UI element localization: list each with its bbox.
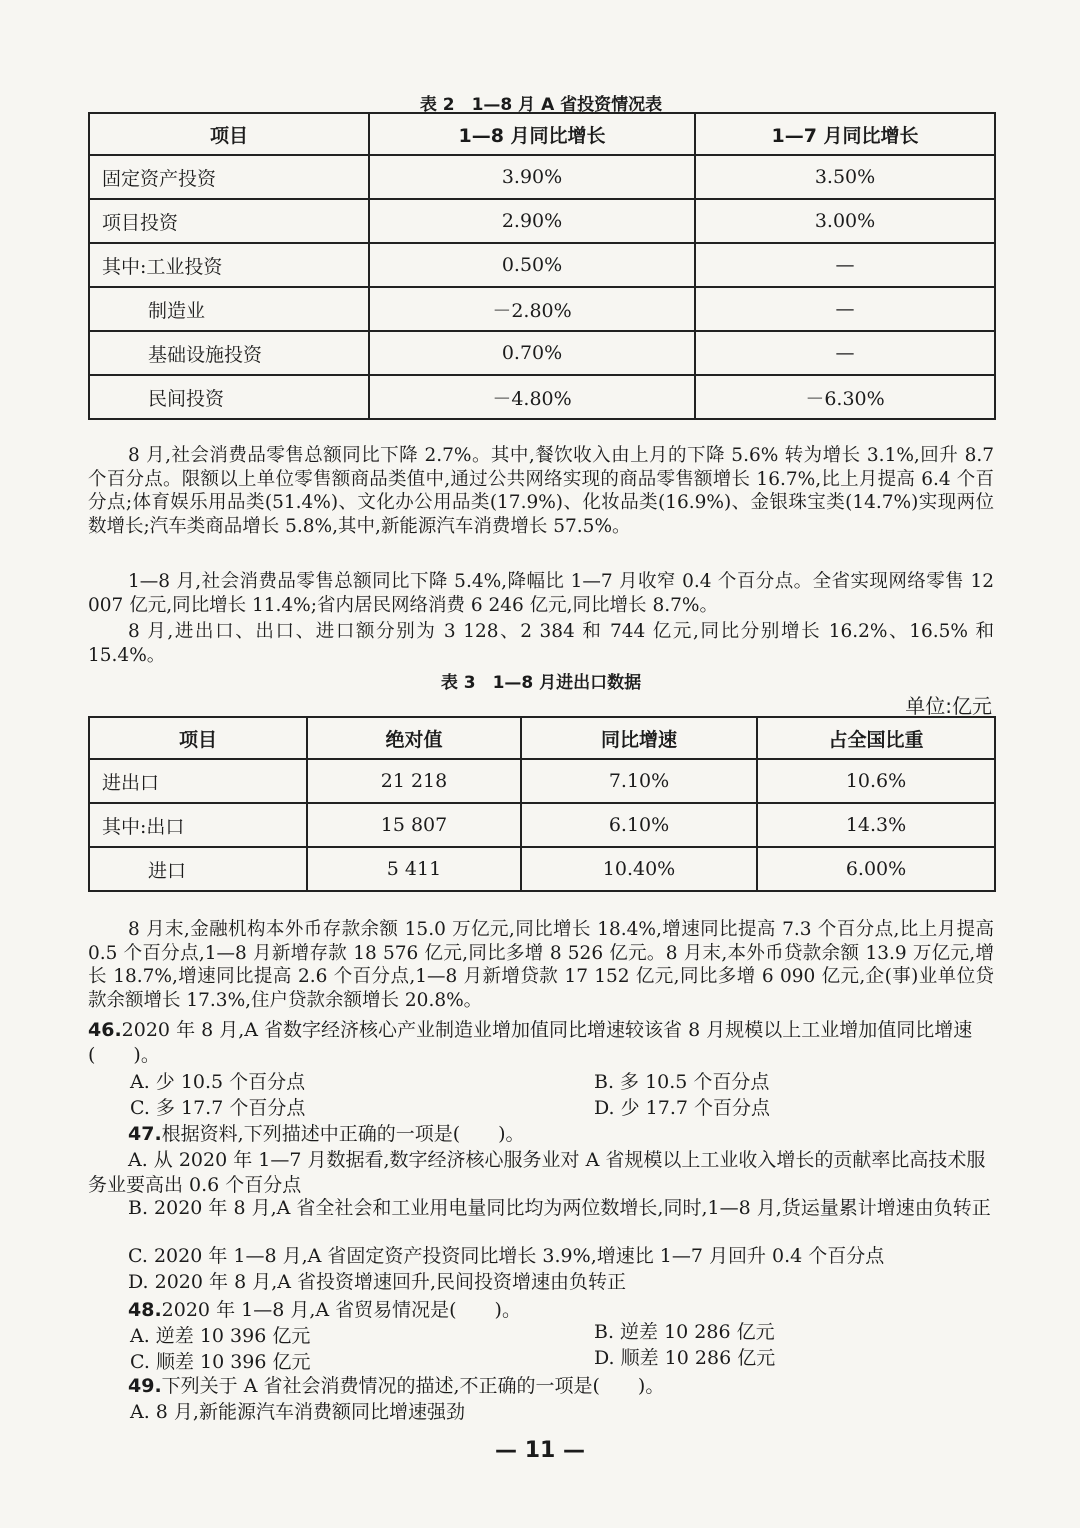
question-stem: 2020 年 1—8 月,A 省贸易情况是( )。 — [161, 1299, 521, 1321]
table2-cell: －2.80% — [369, 287, 695, 331]
table3-cell: 10.40% — [521, 847, 757, 891]
table2-caption: 表 2 1—8 月 A 省投资情况表 — [419, 95, 663, 115]
question-48 — [88, 1298, 994, 1323]
paragraph-trade-august: 8 月,进出口、出口、进口额分别为 3 128、2 384 和 744 亿元,同比分别增长 16.2%、16.5% 和 15.4%。 — [88, 621, 994, 666]
q46-option-b[interactable]: B. 多 10.5 个百分点 — [594, 1071, 770, 1093]
table2-cell: 3.50% — [695, 155, 995, 199]
table3-header: 绝对值 — [307, 717, 521, 759]
question-47 — [88, 1122, 994, 1147]
q49-option-a[interactable]: A. 8 月,新能源汽车消费额同比增速强劲 — [130, 1401, 465, 1423]
table3-header: 项目 — [89, 717, 307, 759]
table-row — [89, 199, 995, 243]
table-row — [89, 287, 995, 331]
question-stem: 下列关于 A 省社会消费情况的描述,不正确的一项是( )。 — [161, 1375, 665, 1397]
table3-cell: 6.00% — [757, 847, 995, 891]
table2-header: 1—7 月同比增长 — [695, 113, 995, 155]
question-49 — [88, 1374, 994, 1399]
table2-header-row — [89, 113, 995, 155]
table2-item: 其中:工业投资 — [89, 243, 369, 287]
table-row — [89, 331, 995, 375]
table-row — [89, 847, 995, 891]
q46-option-d[interactable]: D. 少 17.7 个百分点 — [594, 1097, 771, 1119]
table2-cell: 0.50% — [369, 243, 695, 287]
q46-option-a[interactable]: A. 少 10.5 个百分点 — [130, 1071, 306, 1093]
q47-option-b[interactable]: B. 2020 年 8 月,A 省全社会和工业用电量同比均为两位数增长,同时,1—8 月,货运量累计增速由负转正 — [128, 1197, 991, 1219]
table2-header: 1—8 月同比增长 — [369, 113, 695, 155]
table2-cell: — — [695, 331, 995, 375]
table3-item: 进出口 — [89, 759, 307, 803]
table-row — [89, 155, 995, 199]
table3-cell: 7.10% — [521, 759, 757, 803]
table2-cell: －6.30% — [695, 375, 995, 419]
table3-cell: 6.10% — [521, 803, 757, 847]
table2-cell: 3.90% — [369, 155, 695, 199]
table2 — [88, 112, 996, 420]
paragraph-retail-jan-aug: 1—8 月,社会消费品零售总额同比下降 5.4%,降幅比 1—7 月收窄 0.4 个百分点。全省实现网络零售 12 007 亿元,同比增长 11.4%;省内居民网络消费 6 246 亿元,同比增长 8.7%。 — [88, 571, 994, 616]
table3-unit: 单位:亿元 — [905, 694, 992, 718]
table2-cell: 3.00% — [695, 199, 995, 243]
table2-item: 基础设施投资 — [89, 331, 369, 375]
page-number: — 11 — — [495, 1438, 585, 1463]
q47-option-c[interactable]: C. 2020 年 1—8 月,A 省固定资产投资同比增长 3.9%,增速比 1—7 月回升 0.4 个百分点 — [128, 1245, 885, 1267]
question-number: 48. — [128, 1299, 162, 1321]
q47-option-d[interactable]: D. 2020 年 8 月,A 省投资增速回升,民间投资增速由负转正 — [128, 1271, 627, 1293]
table3-cell: 5 411 — [307, 847, 521, 891]
q48-option-d[interactable]: D. 顺差 10 286 亿元 — [594, 1347, 776, 1369]
q46-option-c[interactable]: C. 多 17.7 个百分点 — [130, 1097, 306, 1119]
table2-cell: －4.80% — [369, 375, 695, 419]
table2-item: 固定资产投资 — [89, 155, 369, 199]
table-row — [89, 243, 995, 287]
table-row — [89, 375, 995, 419]
table-row — [89, 803, 995, 847]
question-stem: 根据资料,下列描述中正确的一项是( )。 — [161, 1123, 525, 1145]
q48-option-a[interactable]: A. 逆差 10 396 亿元 — [130, 1325, 311, 1347]
table2-item: 项目投资 — [89, 199, 369, 243]
table2-cell: — — [695, 287, 995, 331]
table3-cell: 14.3% — [757, 803, 995, 847]
table3-cell: 10.6% — [757, 759, 995, 803]
table3-item: 进口 — [89, 847, 307, 891]
question-46 — [88, 1018, 994, 1068]
question-number: 46. — [88, 1019, 122, 1041]
table-row — [89, 759, 995, 803]
q47-option-a[interactable]: A. 从 2020 年 1—7 月数据看,数字经济核心服务业对 A 省规模以上工业收入增长的贡献率比高技术服务业要高出 0.6 个百分点 — [88, 1149, 986, 1196]
table3-cell: 15 807 — [307, 803, 521, 847]
table2-item: 制造业 — [89, 287, 369, 331]
table2-item: 民间投资 — [89, 375, 369, 419]
table2-header: 项目 — [89, 113, 369, 155]
table3-header: 同比增速 — [521, 717, 757, 759]
table2-cell: 0.70% — [369, 331, 695, 375]
table3-header-row — [89, 717, 995, 759]
paragraph-finance: 8 月末,金融机构本外币存款余额 15.0 万亿元,同比增长 18.4%,增速同比提高 7.3 个百分点,比上月提高 0.5 个百分点,1—8 月新增存款 18 576 亿元,同比多增 8 526 亿元。8 月末,本外币贷款余额 13.9 万亿元,增长 18.7%,增速同比提高 2.6 个百分点,1—8 月新增贷款 17 152 亿元,同比多增 6 090 亿元,企(事)业单位贷款余额增长 17.3%,住户贷款余额增长 20.8%。 — [88, 919, 994, 1011]
q48-option-c[interactable]: C. 顺差 10 396 亿元 — [130, 1351, 311, 1373]
table3-item: 其中:出口 — [89, 803, 307, 847]
table3-header: 占全国比重 — [757, 717, 995, 759]
question-stem: 2020 年 8 月,A 省数字经济核心产业制造业增加值同比增速较该省 8 月规模以上工业增加值同比增速( )。 — [88, 1019, 973, 1066]
table3-caption: 表 3 1—8 月进出口数据 — [440, 673, 642, 693]
q48-option-b[interactable]: B. 逆差 10 286 亿元 — [594, 1321, 775, 1343]
table2-cell: 2.90% — [369, 199, 695, 243]
table3-cell: 21 218 — [307, 759, 521, 803]
table3 — [88, 716, 996, 892]
paragraph-retail-august: 8 月,社会消费品零售总额同比下降 2.7%。其中,餐饮收入由上月的下降 5.6% 转为增长 3.1%,回升 8.7 个百分点。限额以上单位零售额商品类值中,通过公共网络实现的商品零售额增长 16.7%,比上月提高 6.4 个百分点;体育娱乐用品类(51.4%)、文化办公用品类(17.9%)、化妆品类(16.9%)、金银珠宝类(14.7%)实现两位数增长;汽车类商品增长 5.8%,其中,新能源汽车消费增长 57.5%。 — [88, 445, 994, 537]
question-number: 49. — [128, 1375, 162, 1397]
question-number: 47. — [128, 1123, 162, 1145]
table2-cell: — — [695, 243, 995, 287]
